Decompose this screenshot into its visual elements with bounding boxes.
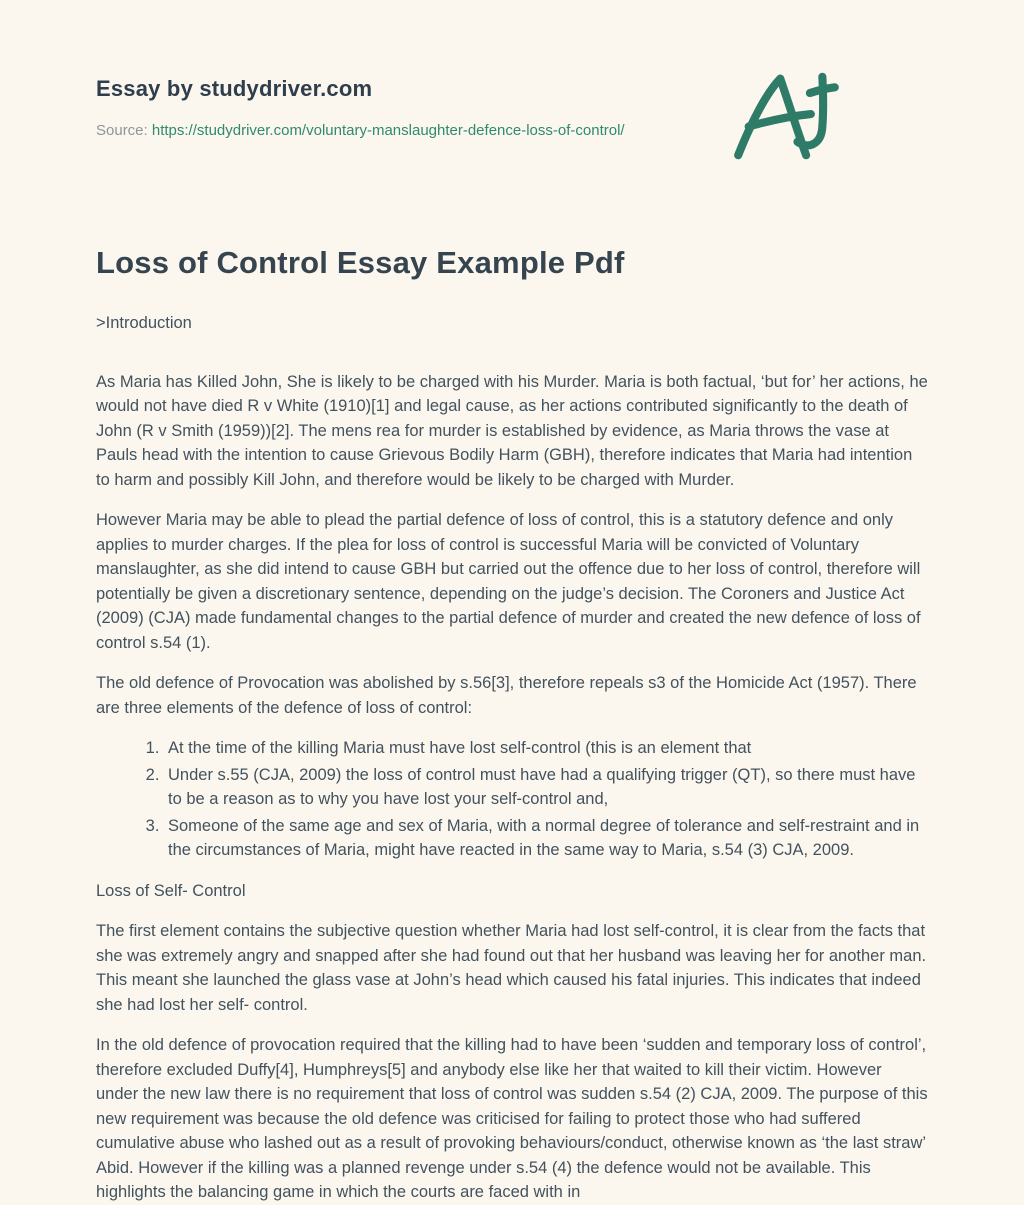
brand-heading: Essay by studydriver.com [96,76,373,101]
section-subheading: Loss of Self- Control [96,881,246,900]
list-item: 2. Under s.55 (CJA, 2009) the loss of control must have had a qualifying trigger (QT), so there must have to be a reason as to why you have lost your self-control and, [164,763,928,812]
elements-of-defence-list [96,736,928,863]
essay-body [96,370,928,1205]
paragraph: However Maria may be able to plead the partial defence of loss of control, this is a statutory defence and only applies to murder charges. If the plea for loss of control is successful Maria will be convicted of Voluntary manslaughter, as she did intend to cause GBH but carried out the offence due to her loss of control, therefore will potentially be given a discretionary sentence, depending on the judge’s decision. The Coroners and Justice Act (2009) (CJA) made fundamental changes to the partial defence of murder and created the new defence of loss of control s.54 (1). [96,511,921,652]
page-title: Loss of Control Essay Example Pdf [96,245,625,280]
list-item: 1. At the time of the killing Maria must have lost self-control (this is an element that [164,736,928,761]
source-link[interactable]: https://studydriver.com/voluntary-manslaughter-defence-loss-of-control/ [151,122,625,139]
list-item: 3. Someone of the same age and sex of Maria, with a normal degree of tolerance and self-restraint and in the circumstances of Maria, might have reacted in the same way to Maria, s.54 (3) CJA, 2009. [164,814,928,863]
paragraph: The old defence of Provocation was abolished by s.56[3], therefore repeals s3 of the Homicide Act (1957). There are three elements of the defence of loss of control: [96,674,917,717]
paragraph: The first element contains the subjective question whether Maria had lost self-control, it is clear from the facts that she was extremely angry and snapped after she had found out that her husband was leaving her for another man. This meant she launched the glass vase at John’s head which caused his fatal injuries. This indicates that indeed she had lost her self- control. [96,922,927,1014]
intro-label: >Introduction [96,314,192,332]
paragraph: As Maria has Killed John, She is likely to be charged with his Murder. Maria is both factual, ‘but for’ her actions, he would not have died R v White (1910)[1] and legal cause, as her actions contributed significantly to the death of John (R v Smith (1959))[2]. The mens rea for murder is established by evidence, as Maria throws the vase at Pauls head with the intention to cause Grievous Bodily Harm (GBH), therefore indicates that Maria had intention to harm and possibly Kill John, and therefore would be likely to be charged with Murder. [96,372,928,489]
paragraph: In the old defence of provocation required that the killing had to have been ‘sudden and temporary loss of control’, therefore excluded Duffy[4], Humphreys[5] and anybody else like her that waited to kill their victim. However under the new law there is no requirement that loss of control was sudden s.54 (2) CJA, 2009. The purpose of this new requirement was because the old defence was criticised for failing to protect those who had suffered cumulative abuse who lashed out as a result of provoking behaviours/conduct, otherwise known as ‘the last straw’ Abid. However if the killing was a planned revenge under s.54 (4) the defence would not be available. This highlights the balancing game in which the courts are faced with in [96,1036,928,1201]
studydriver-logo-icon [732,72,840,160]
document-page [96,0,928,1205]
source-label: Source: [96,122,152,139]
